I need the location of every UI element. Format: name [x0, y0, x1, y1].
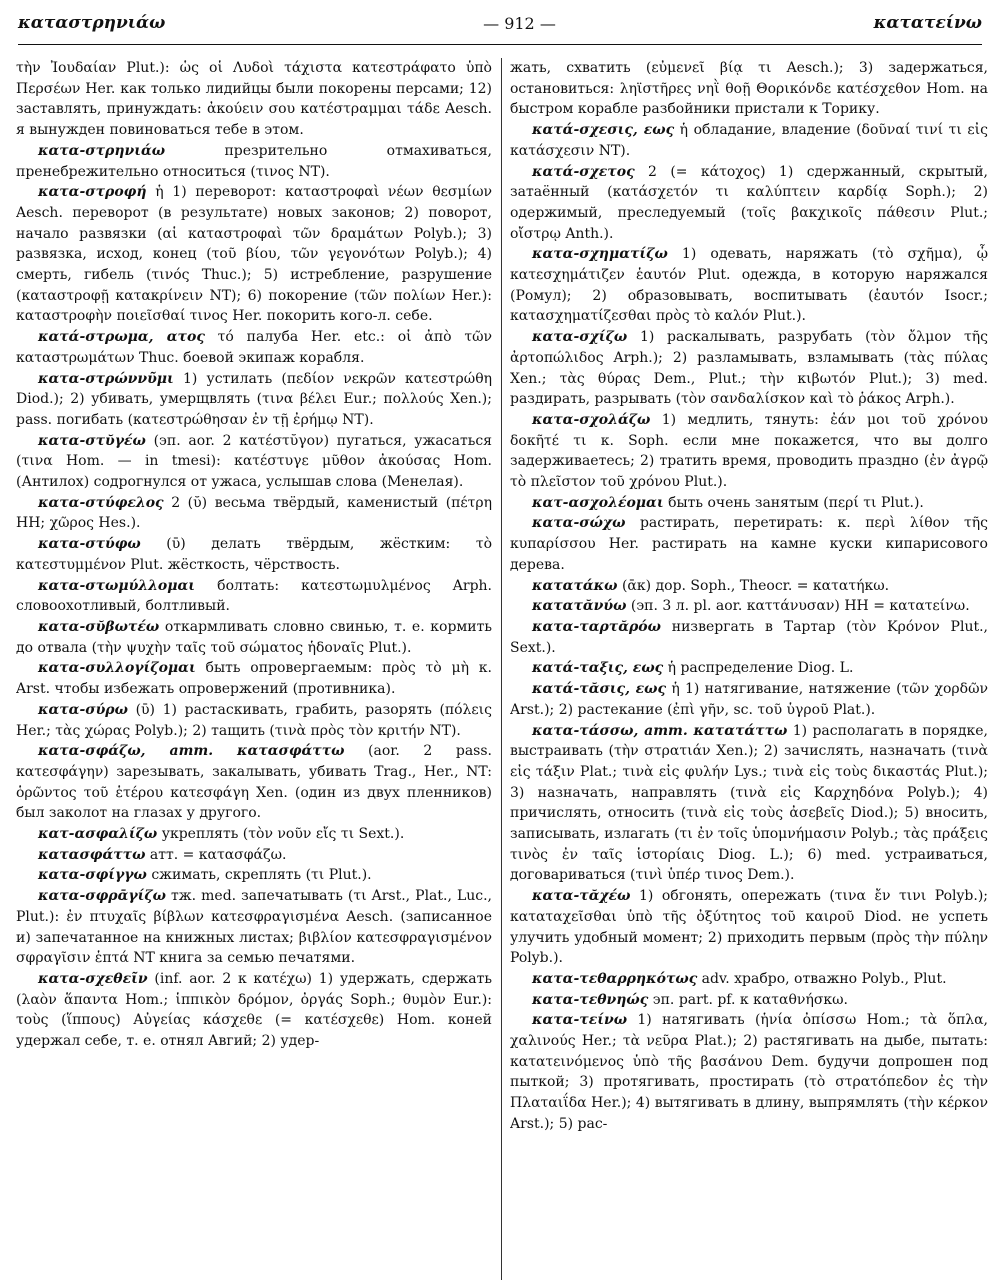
entry-headword: κατατάκω [532, 577, 618, 594]
entry-definition: болтать: κατεστωμυλμένος Arph. словоохотливый, болтливый. [16, 577, 492, 615]
entry-headword: κατά-στρωμα, ατος [38, 329, 205, 346]
dictionary-entry [16, 534, 492, 575]
dictionary-entry [510, 120, 988, 161]
dictionary-entry [510, 969, 988, 990]
entry-definition: adv. храбро, отважно Polyb., Plut. [701, 970, 947, 987]
entry-definition: быть опровергаемым: πρὸς τὸ μὴ κ. Arst. чтобы избежать опровержений (противника). [16, 660, 492, 698]
entry-headword: κατ-ασφαλίζω [38, 826, 158, 843]
dictionary-entry [510, 513, 988, 575]
dictionary-entry [510, 1010, 988, 1134]
entry-definition: 2 (ῠ) весьма твёрдый, каменистый (πέτρη HH; χῶρος Hes.). [16, 494, 492, 532]
entry-headword: κατα-τεθαρρηκότως [532, 970, 698, 987]
entry-definition: 1) обгонять, опережать (τινα ἔν τινι Polyb.); καταταχεῖσθαι ὑπὸ τῆς ὀξύτητος τοῦ καιροῦ Diod. не успеть улучить удобный момент; 2) приходить первым (πρὸς τὴν πύλην Polyb.). [510, 888, 988, 967]
entry-definition: атт. = κατασφάζω. [149, 846, 287, 863]
dictionary-entry [16, 700, 492, 741]
entry-headword: κατα-συλλογίζομαι [38, 660, 196, 677]
entry-headword: κατα-σώχω [532, 515, 626, 532]
entry-definition: укреплять (τὸν νοῦν εἴς τι Sext.). [161, 826, 405, 843]
entry-definition: низвергать в Тартар (τὸν Κρόνον Plut., Sext.). [510, 618, 988, 656]
entry-headword: κατα-σφίγγω [38, 867, 147, 884]
dictionary-entry [16, 182, 492, 327]
dictionary-entry [510, 617, 988, 658]
entry-definition: 1) натягивать (ἡνία ὀπίσσω Hom.; τὰ ὅπλα, χαλινούς Her.; τὰ νεῦρα Plat.); 2) растягивать на дыбе, пытать: κατατεινόμενος ὑπὸ τῆς βασάνου Dem. будучи допрошен под пыткой; 3) протягивать, простирать (τὸ στρατόπεδον ἐς τὴν Πλαταιΐδα Her.); 4) вытягивать в длину, выпрямлять (τὴν κέρκον Arst.); 5) рас- [510, 1012, 988, 1132]
entry-definition: (ῡ) 1) растаскивать, грабить, разорять (πόλεις Her.; τὰς χώρας Polyb.); 2) тащить (τινὰ πρὸς τὸν κριτήν NT). [16, 701, 492, 739]
dictionary-entry [16, 493, 492, 534]
entry-definition: тж. med. запечатывать (τι Arst., Plat., Luc., Plut.): ἐν πτυχαῖς βίβλων κατεσφραγισμένα Aesch. (записанное и) запечатанное на книжных листах; βιβλίον κατεσφραγισμένον σφραγῖσιν ἑπτά NT книга за семью печатями. [16, 888, 492, 967]
entry-headword: κατα-σφρᾱγίζω [38, 888, 166, 905]
dictionary-entry [16, 845, 492, 866]
entry-headword: κατα-στροφή [38, 184, 147, 201]
entry-headword: κατα-τᾰχέω [532, 888, 631, 905]
dictionary-entry [510, 658, 988, 679]
entry-definition: (эп. aor. 2 κατέστῠγον) пугаться, ужасаться (τινα Hom. — in tmesi): κατέστυγε μῦθον ἀκούσας Hom. (Антилох) содрогнулся от ужаса, услышав слова (Менелая). [16, 432, 492, 491]
dictionary-entry [16, 431, 492, 493]
entry-definition: τὴν Ἰουδαίαν Plut.): ὡς οἱ Λυδοὶ τάχιστα κατεστράφατο ὑπὸ Περσέων Her. как только лидийцы были покорены персами; 12) заставлять, принуждать: ἀκούειν σου κατέστραμμαι τάδε Aesch. я вынужден повиноваться тебе в этом. [16, 60, 492, 139]
dictionary-entry [510, 58, 988, 120]
entry-headword: κατα-στρηνιάω [38, 142, 166, 159]
dictionary-entry [16, 576, 492, 617]
entry-headword: κατά-σχεσις, εως [532, 122, 675, 139]
dictionary-entry [16, 865, 492, 886]
dictionary-entry [16, 58, 492, 141]
entry-definition: (aor. 2 pass. κατεσφάγην) зарезывать, закалывать, убивать Trag., Her., NT: ὁρῶντος τοῦ ἑτέρου κατεσφάγη Xen. (один из двух пленников) был заколот на глазах у другого. [16, 743, 492, 822]
entry-definition: ἡ 1) натягивание, натяжение (τῶν χορδῶν Arst.); 2) растекание (ἐπὶ γῆν, sc. τοῦ ὑγροῦ Plat.). [510, 681, 988, 718]
entry-headword: κατα-τάσσω, атт. κατατάττω [532, 722, 788, 739]
entry-headword: κατα-στῠγέω [38, 432, 146, 449]
entry-headword: κατατᾰνύω [532, 598, 627, 615]
entry-headword: κατα-ταρτᾰρόω [532, 618, 661, 635]
entry-definition: ἡ обладание, владение (δοῦναί τινί τι εἰς κατάσχεσιν NT). [510, 122, 988, 159]
dictionary-entry [16, 886, 492, 969]
running-headword-right: κατατείνω [873, 13, 982, 33]
dictionary-entry [510, 244, 988, 327]
dictionary-entry [16, 327, 492, 368]
dictionary-entry [510, 990, 988, 1011]
running-headword-left: καταστρηνιάω [18, 13, 166, 33]
entry-headword: κατ-ασχολέομαι [532, 494, 664, 511]
entry-definition: (эп. 3 л. pl. aor. καττάνυσαν) HH = κατατείνω. [630, 598, 970, 615]
entry-headword: κατα-σφάζω, атт. κατασφάττω [38, 743, 345, 760]
entry-headword: κατα-στύφω [38, 536, 141, 553]
entry-headword: κατά-ταξις, εως [532, 660, 664, 677]
page-number: — 912 — [483, 13, 556, 33]
entry-headword: κατα-τεθνηώς [532, 991, 649, 1008]
dictionary-entry [16, 658, 492, 699]
entry-definition: сжимать, скреплять (τι Plut.). [151, 867, 372, 884]
entry-headword: κατα-σχεθεῖν [38, 970, 148, 987]
entry-headword: κατα-στρώννῦμι [38, 370, 174, 387]
dictionary-entry [510, 679, 988, 720]
entry-definition: 2 (= κάτοχος) 1) сдержанный, скрытый, затаённый (κατάσχετόν τι καλύπτειν καρδίᾳ Soph.); 2) одержимый, преследуемый (τοῖς βακχικοῖς πάθεσιν Plut.; οἴστρῳ Anth.). [510, 163, 988, 242]
entry-headword: κατα-σῠβωτέω [38, 618, 160, 635]
entry-headword: κατά-σχετος [532, 163, 635, 180]
dictionary-entry [16, 369, 492, 431]
entry-definition: 1) располагать в порядке, выстраивать (τὴν στρατιάν Xen.); 2) зачислять, назначать (τινὰ εἰς τάξιν Plat.; τινὰ εἰς φυλήν Lys.; τινὰ εἰς τοὺς δικαστάς Plut.); 3) назначать, направлять (τινὰ εἰς Καρχηδόνα Polyb.); 4) причислять, относить (τινὰ εἰς τοὺς ἀσεβεῖς Diod.); 5) вносить, записывать, излагать (τι ἐν τοῖς ὑπομνήμασιν Polyb.; τὰς πράξεις τινὸς ἐν ταῖς ἱστορίαις Diog. L.); 6) med. устраиваться, договариваться (τινὶ ὑπέρ τινος Dem.). [510, 722, 988, 884]
entry-definition: растирать, перетирать: κ. περὶ λίθον τῆς κυπαρίσσου Her. растирать на камне куски кипарисового дерева. [510, 515, 988, 573]
entry-definition: (inf. aor. 2 к κατέχω) 1) удержать, сдержать (λαὸν ἅπαντα Hom.; ἱππικὸν δρόμον, ὀργάς Soph.; θυμὸν Eur.): τοὺς (ἵππους) Αὐγείας κάσχεθε (= κατέσχεθε) Hom. коней удержал себе, т. е. отнял Авгий; 2) удер- [16, 970, 492, 1050]
entry-definition: быть очень занятым (περί τι Plut.). [668, 494, 924, 511]
entry-headword: κατα-σχηματίζω [532, 246, 668, 263]
entry-headword: κατα-σχίζω [532, 329, 628, 346]
dictionary-entry [510, 162, 988, 245]
entry-headword: κατα-σύρω [38, 701, 128, 718]
entry-headword: κατα-τείνω [532, 1012, 628, 1029]
entry-definition: 1) раскалывать, разрубать (τὸν ὄλμον τῆς ἀρτοπώλιδος Arph.); 2) разламывать, взламывать (τὰς πύλας Xen.; τὰς θύρας Dem., Plut.; τὴν κιβωτόν Plut.); 3) med. раздирать, разрывать (τὸν σανδαλίσκον καὶ τὸ ῥάκος Arph.). [510, 329, 988, 408]
entry-headword: κατά-τᾰσις, εως [532, 681, 667, 698]
entry-definition: откармливать словно свинью, т. е. кормить до отвала (τὴν ψυχὴν ταῖς τοῦ σώματος ἡδοναῖς Plut.). [16, 618, 492, 656]
entry-definition: эп. part. pf. к καταθνήσκω. [652, 991, 848, 1008]
dictionary-entry [16, 824, 492, 845]
header-rule [18, 44, 982, 45]
dictionary-entry [16, 141, 492, 182]
entry-headword: κατα-σχολάζω [532, 411, 651, 428]
entry-definition: (ᾱκ) дор. Soph., Theocr. = κατατήκω. [621, 577, 890, 594]
dictionary-entry [16, 969, 492, 1052]
entry-headword: κατα-στύφελος [38, 494, 164, 511]
dictionary-entry [510, 493, 988, 514]
dictionary-entry [510, 596, 988, 617]
entry-headword: κατασφάττω [38, 846, 146, 863]
entry-definition: 1) одевать, наряжать (τὸ σχῆμα), ᾧ κατεσχημάτιζεν ἑαυτόν Plut. одежда, в которую наряжался (Ромул); 2) образовывать, воспитывать (ἑαυτόν Isocr.; κατασχηματίζεσθαι πρὸς τὸ καλόν Plut.). [510, 246, 988, 325]
dictionary-entry [510, 327, 988, 410]
entry-definition: 1) медлить, тянуть: ἐάν μοι τοῦ χρόνου δοκῆτέ τι κ. Soph. если мне покажется, что вы долго задерживаетесь; 2) тратить время, проводить праздно (ἐν ἀγρῷ τὸ πλεῖστον τοῦ χρόνου Plut.). [510, 411, 988, 491]
entry-definition: жать, схватить (εὐμενεῖ βίᾳ τι Aesch.); 3) задержаться, остановиться: ληϊστῆρες νηῒ θοῇ Θορικόνδε κατέσχεθον Hom. на быстром корабле разбойники пристали к Торику. [510, 60, 988, 118]
right-column [510, 58, 988, 1282]
dictionary-entry [16, 617, 492, 658]
page-header [18, 6, 982, 40]
dictionary-entry [510, 886, 988, 969]
entry-headword: κατα-στωμύλλομαι [38, 577, 196, 594]
entry-definition: τό палуба Her. etc.: οἱ ἀπὸ τῶν καταστρωμάτων Thuc. боевой экипаж корабля. [16, 329, 492, 366]
entry-definition: презрительно отмахиваться, пренебрежительно относиться (τινος NT). [16, 142, 492, 180]
entry-definition: 1) устилать (πεδίον νεκρῶν κατεστρώθη Diod.); 2) убивать, умерщвлять (τινα βέλει Eur.; πολλούς Xen.); pass. погибать (κατεστρώθησαν ἐν τῇ ἐρήμῳ NT). [16, 370, 492, 428]
left-column [16, 58, 492, 1282]
dictionary-entry [16, 741, 492, 824]
column-divider [501, 58, 502, 1280]
entry-definition: (ῡ) делать твёрдым, жёстким: τὸ κατεστυμμένον Plut. жёсткость, чёрствость. [16, 536, 492, 573]
entry-definition: ἡ 1) переворот: καταστροφαὶ νέων θεσμίων Aesch. переворот (в результате) новых законов; 2) поворот, начало развязки (αἱ καταστροφαὶ τῶν δραμάτων Polyb.); 3) развязка, исход, конец (τοῦ βίου, τῶν γεγονότων Polyb.); 4) смерть, гибель (τινός Thuc.); 5) истребление, разрушение (καταστροφῇ κατακρίνειν NT); 6) покорение (τῶν πολίων Her.): καταστροφὴν ποιεῖσθαί τινος Her. покорить кого-л. себе. [16, 184, 492, 325]
entry-definition: ἡ распределение Diog. L. [667, 660, 854, 677]
dictionary-entry [510, 721, 988, 887]
dictionary-entry [510, 410, 988, 493]
dictionary-entry [510, 576, 988, 597]
